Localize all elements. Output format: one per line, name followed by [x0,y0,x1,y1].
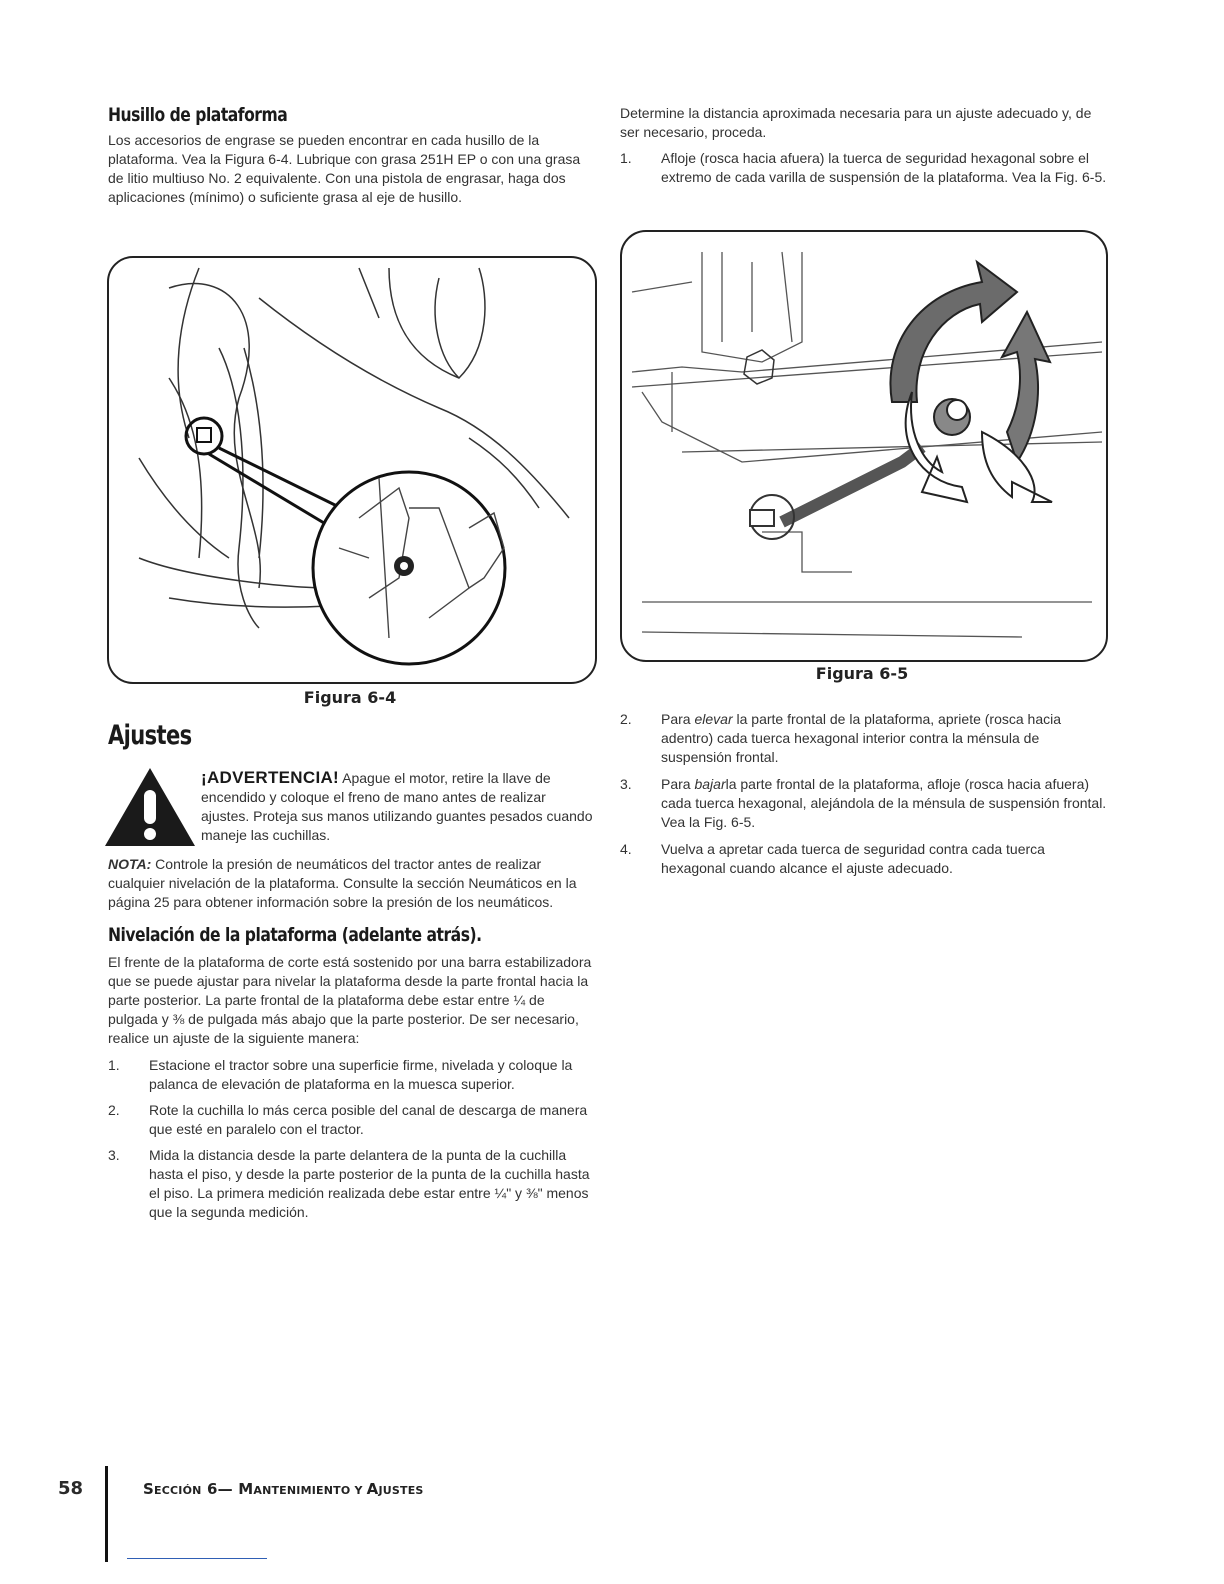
para-nivelacion: El frente de la plataforma de corte está sostenido por una barra estabilizadora que se puede ajustar para nivelar la plataforma desde la parte frontal hacia la parte posterior. La parte frontal de la plataforma debe estar entre ¼ de pulgada y ⅜ de pulgada más abajo que la parte posterior. De ser necesario, realice un ajuste de la siguiente manera: [108,954,592,1046]
note-label: NOTA: [108,856,152,872]
list-item: 3. Mida la distancia desde la parte delantera de la punta de la cuchilla hasta el piso, y desde la parte posterior de la punta de la cuchilla hasta el piso. La primera medición realizada debe estar entre ¼" y ⅜" menos que la segunda medición. [108,1147,590,1220]
figure-6-4 [107,256,597,684]
nivelacion-steps [108,1056,594,1222]
right-steps-top [620,149,1108,187]
note-text: Controle la presión de neumáticos del tractor antes de realizar cualquier nivelación de la plataforma. Consulte la sección Neumáticos en la página 25 para obtener información sobre la presión de los neumáticos. [108,856,577,910]
figure-6-5 [620,230,1108,662]
figure-6-5-caption: Figura 6-5 [815,664,909,683]
intro-paragraph: Determine la distancia aproximada necesaria para un ajuste adecuado y, de ser necesario, proceda. [620,105,1092,140]
note-paragraph [108,855,594,912]
ajustes-section [108,720,594,751]
warning-block [103,766,593,854]
heading-husillo: Husillo de plataforma [108,104,288,126]
heading-nivelacion: Nivelación de la plataforma (adelante atrás). [108,924,482,946]
right-column-bottom [620,710,1108,878]
list-item: 4. Vuelva a apretar cada tuerca de seguridad contra cada tuerca hexagonal cuando alcance el ajuste adecuado. [620,841,1045,876]
bottom-rule [127,1558,267,1559]
warning-text: Apague el motor, retire la llave de encendido y coloque el freno de mano antes de realizar ajustes. Proteja sus manos utilizando guantes pesados cuando maneje las cuchillas. [201,770,593,843]
list-item: 3. Para bajarla parte frontal de la plataforma, afloje (rosca hacia afuera) cada tuerca hexagonal, alejándola de la ménsula de suspensión frontal. Vea la Fig. 6-5. [620,776,1107,830]
spindle-illustration [109,258,595,682]
warning-triangle-icon [103,766,197,848]
warning-paragraph [201,768,593,845]
hex-nut-illustration [622,232,1106,660]
list-item: 2. Rote la cuchilla lo más cerca posible del canal de descarga de manera que esté en paralelo con el tractor. [108,1102,588,1137]
warning-title: ¡ADVERTENCIA! [201,768,340,787]
figure-6-4-caption: Figura 6-4 [303,688,397,707]
left-lower [108,855,594,1222]
list-item: 1. Afloje (rosca hacia afuera) la tuerca de seguridad hexagonal sobre el extremo de cada varilla de suspensión de la plataforma. Vea la Fig. 6-5. [620,150,1107,185]
footer-section-title: SECCIÓN 6— MANTENIMIENTO Y AJUSTES [143,1480,424,1498]
footer-divider [105,1466,108,1562]
page-number: 58 [58,1478,84,1499]
left-column [108,106,594,207]
para-husillo: Los accesorios de engrase se pueden encontrar en cada husillo de la plataforma. Vea la Figura 6-4. Lubrique con grasa 251H EP o con una grasa de litio multiuso No. 2 equivalente. Con una pistola de engrasar, haga dos aplicaciones (mínimo) o suficiente grasa al eje de husillo. [108,132,581,205]
right-steps-bottom [620,710,1108,878]
right-column-top [620,104,1108,187]
heading-ajustes: Ajustes [108,720,192,751]
list-item: 2. Para elevar la parte frontal de la plataforma, apriete (rosca hacia adentro) cada tuerca hexagonal interior contra la ménsula de suspensión frontal. [620,711,1062,765]
list-item: 1. Estacione el tractor sobre una superficie firme, nivelada y coloque la palanca de elevación de plataforma en la muesca superior. [108,1057,573,1092]
